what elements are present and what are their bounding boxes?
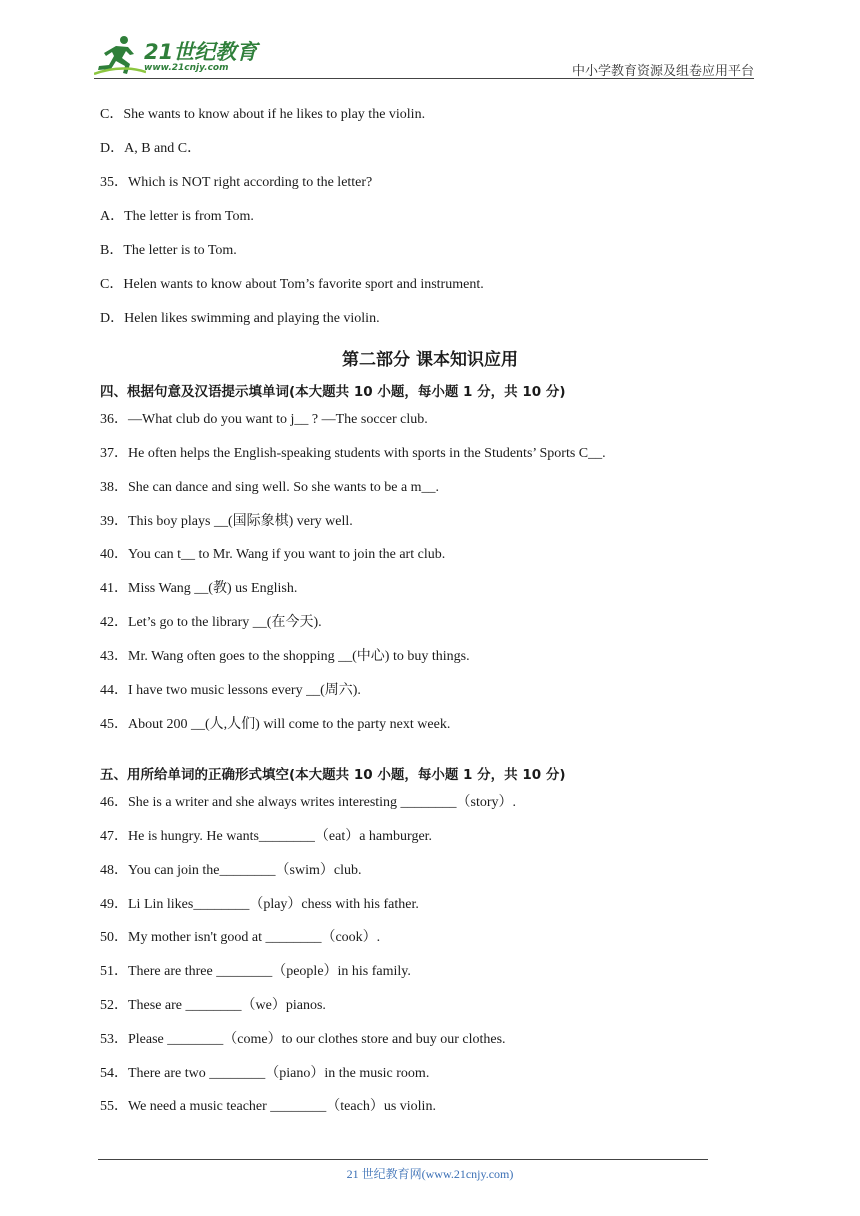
- logo-text: 21世纪教育: [144, 40, 258, 64]
- footer-link[interactable]: 21 世纪教育网(www.21cnjy.com): [346, 1167, 514, 1181]
- question-43: 43．Mr. Wang often goes to the shopping __(中心) to buy things.: [100, 649, 470, 664]
- question-39: 39．This boy plays __(国际象棋) very well.: [100, 514, 353, 529]
- option-d-q35: D．Helen likes swimming and playing the violin.: [100, 311, 380, 326]
- question-40: 40．You can t__ to Mr. Wang if you want to join the art club.: [100, 547, 446, 562]
- question-53: 53．Please ________（come）to our clothes store and buy our clothes.: [100, 1032, 506, 1047]
- option-d-q34: D．A, B and C．: [100, 141, 202, 156]
- question-38: 38．She can dance and sing well. So she wants to be a m__.: [100, 480, 440, 495]
- question-41: 41．Miss Wang __(教) us English.: [100, 581, 298, 596]
- header-divider: [94, 78, 754, 79]
- question-44: 44．I have two music lessons every __(周六).: [100, 683, 361, 698]
- platform-name: 中小学教育资源及组卷应用平台: [571, 64, 754, 79]
- part5-heading: 五、用所给单词的正确形式填空(本大题共 10 小题，每小题 1 分，共 10 分): [100, 767, 566, 783]
- runner-icon: [94, 34, 146, 78]
- logo-url: www.21cnjy.com: [144, 63, 229, 73]
- question-37: 37．He often helps the English-speaking students with sports in the Students’ Sports C__.: [100, 446, 606, 461]
- footer-divider: [98, 1159, 708, 1160]
- option-a-q35: A．The letter is from Tom.: [100, 209, 254, 224]
- page-header: [0, 0, 860, 80]
- part4-heading: 四、根据句意及汉语提示填单词(本大题共 10 小题，每小题 1 分，共 10 分): [100, 384, 566, 400]
- question-52: 52．These are ________（we）pianos.: [100, 998, 326, 1013]
- site-logo[interactable]: [94, 34, 264, 78]
- question-54: 54．There are two ________（piano）in the music room.: [100, 1066, 430, 1081]
- option-c-q34: C．She wants to know about if he likes to play the violin.: [100, 107, 426, 122]
- question-46: 46．She is a writer and she always writes interesting ________（story）.: [100, 795, 517, 810]
- question-45: 45．About 200 __(人,人们) will come to the party next week.: [100, 717, 451, 732]
- question-48: 48．You can join the________（swim）club.: [100, 863, 362, 878]
- question-42: 42．Let’s go to the library __(在今天).: [100, 615, 322, 630]
- question-36: 36．—What club do you want to j__ ? —The soccer club.: [100, 412, 428, 427]
- question-55: 55．We need a music teacher ________（teach）us violin.: [100, 1099, 436, 1114]
- section-title: 第二部分 课本知识应用: [342, 350, 518, 370]
- option-c-q35: C．Helen wants to know about Tom’s favorite sport and instrument.: [100, 277, 484, 292]
- question-35: 35．Which is NOT right according to the letter?: [100, 175, 373, 190]
- question-47: 47．He is hungry. He wants________（eat）a hamburger.: [100, 829, 433, 844]
- question-49: 49．Li Lin likes________（play）chess with his father.: [100, 897, 419, 912]
- question-51: 51．There are three ________（people）in his family.: [100, 964, 411, 979]
- question-50: 50．My mother isn't good at ________（cook）.: [100, 930, 381, 945]
- option-b-q35: B．The letter is to Tom.: [100, 243, 237, 258]
